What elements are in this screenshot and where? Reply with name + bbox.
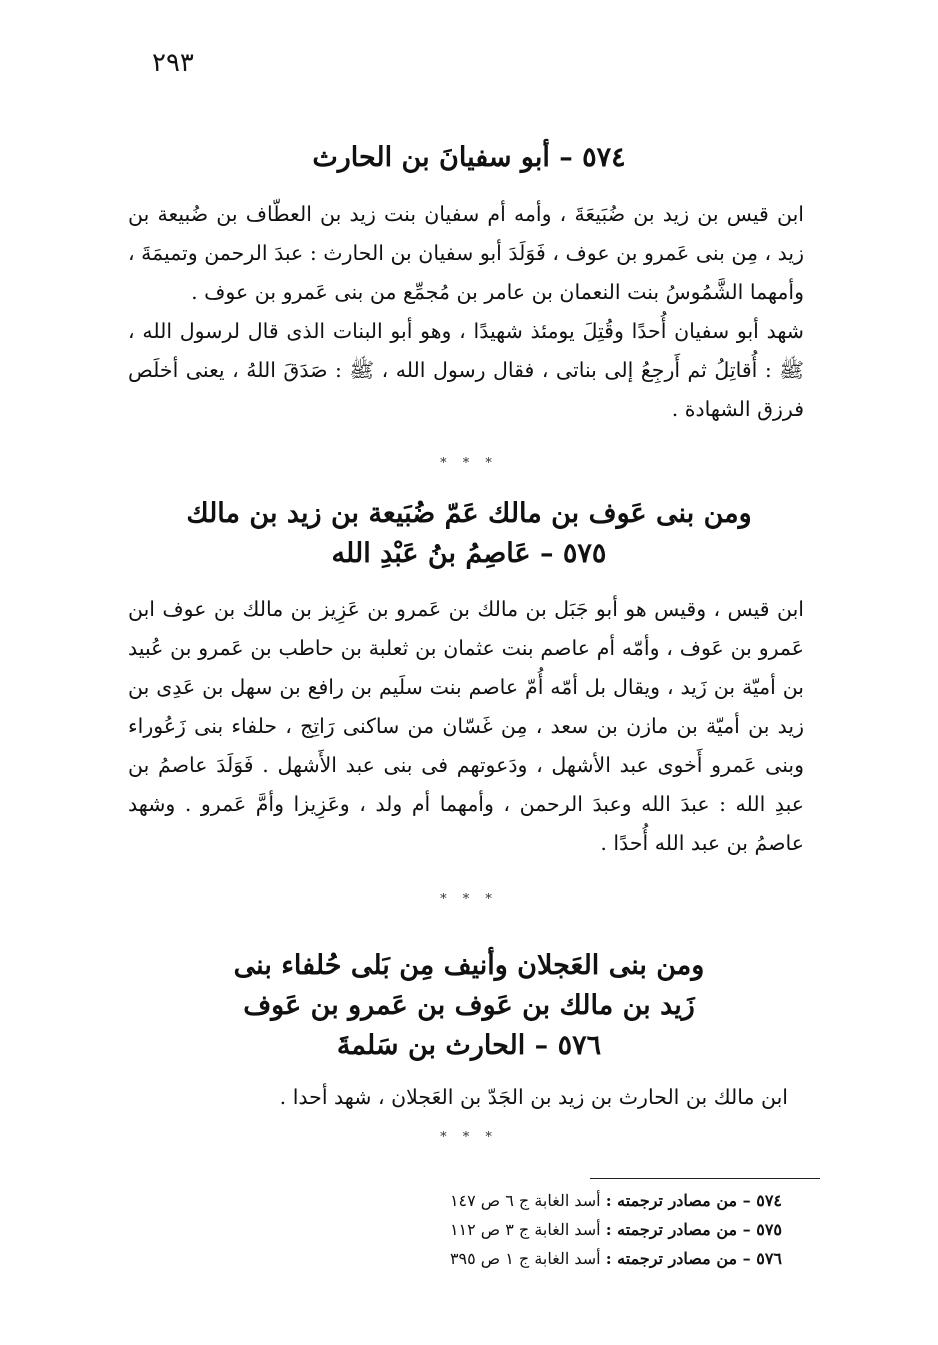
footnote-label: ٥٧٦ – من مصادر ترجمته : bbox=[605, 1249, 782, 1268]
entry-574-heading: ٥٧٤ – أبو سفيانَ بن الحارث bbox=[312, 142, 626, 173]
entry-576-heading-line-1: ومن بنى العَجلان وأنيف مِن بَلى حُلفاء بنى bbox=[233, 950, 705, 981]
footnote-label: ٥٧٤ – من مصادر ترجمته : bbox=[605, 1191, 782, 1210]
entry-575-heading bbox=[120, 494, 818, 574]
footnote-text: أسد الغابة ج ٣ ص ١١٢ bbox=[449, 1220, 601, 1239]
entry-574-paragraph-2: شهد أبو سفيان أُحدًا وقُتِلَ يومئذ شهيدًا ، وهو أبو البنات الذى قال لرسول الله ، ﷺ : أُقاتِلُ ثم أَرجِعُ إلى بناتى ، فقال رسول الله ، ﷺ : صَدَقَ اللهُ ، يعنى أخلَص فرزق الشهادة . bbox=[128, 319, 804, 421]
footnote-text: أسد الغابة ج ١ ص ٣٩٥ bbox=[449, 1249, 601, 1268]
footnote-574 bbox=[302, 1186, 782, 1215]
entry-575-heading-line-1: ومن بنى عَوف بن مالك عَمّ ضُبَيعة بن زيد بن مالك bbox=[186, 498, 752, 529]
section-separator: * * * bbox=[440, 1130, 498, 1145]
entry-576-paragraph: ابن مالك بن الحارث بن زيد بن الجَدّ بن العَجلان ، شهد أحدا . bbox=[279, 1085, 788, 1109]
section-separator: * * * bbox=[440, 456, 498, 471]
footnote-text: أسد الغابة ج ٦ ص ١٤٧ bbox=[449, 1191, 601, 1210]
footnote-575 bbox=[302, 1215, 782, 1244]
entry-575-body bbox=[128, 590, 804, 863]
entry-574-paragraph-1: ابن قيس بن زيد بن ضُبَيعَةَ ، وأمه أم سفيان بنت زيد بن العطّاف بن ضُبيعة بن زيد ، مِن بنى عَمرو بن عوف ، فَوَلَدَ أبو سفيان بن الحارث : عبدَ الرحمن وتميمَةَ ، وأمهما الشَّمُوسُ بنت النعمان بن عامر بن مُجمِّع من بنى عَمرو بن عوف . bbox=[128, 202, 804, 304]
entry-576-body bbox=[128, 1078, 788, 1117]
entry-574-body bbox=[128, 195, 804, 429]
entry-576-heading-line-3: ٥٧٦ – الحارث بن سَلمةَ bbox=[336, 1030, 602, 1061]
entry-576-heading bbox=[120, 946, 818, 1066]
entry-575-heading-line-2: ٥٧٥ – عَاصِمُ بنُ عَبْدِ الله bbox=[331, 538, 607, 569]
footnote-divider bbox=[590, 1178, 820, 1179]
footnote-576 bbox=[302, 1244, 782, 1273]
footnote-label: ٥٧٥ – من مصادر ترجمته : bbox=[605, 1220, 782, 1239]
entry-576-heading-line-2: زَيد بن مالك بن عَوف بن عَمرو بن عَوف bbox=[243, 990, 695, 1021]
footnotes bbox=[302, 1186, 782, 1273]
entry-575-paragraph: ابن قيس ، وقيس هو أبو جَبَل بن مالك بن عَمرو بن عَزِيز بن مالك بن عوف ابن عَمرو بن عَوف ، وأمّه أم عاصم بنت عثمان بن ثعلبة بن حاطب بن عَمرو بن عُبيد بن أميّة بن زَيد ، ويقال بل أمّه أُمّ عاصم بنت سلَيم بن رافع بن سهل بن عَدِى بن زيد بن أميّة بن مازن بن سعد ، مِن غَسّان من ساكنى رَاتِج ، حلفاء بنى زَعُوراء وبنى عَمرو أَخوى عبد الأشهل ، ودَعوتهم فى بنى عبد الأَشهل . فَوَلَدَ عاصمُ بن عبدِ الله : عبدَ الله وعبدَ الرحمن ، وأمهما أم ولد ، وعَزِيزا وأمَّ عَمرو . وشهد عاصمُ بن عبد الله أُحدًا . bbox=[128, 597, 804, 855]
page-number: ٢٩٣ bbox=[152, 48, 194, 78]
section-separator: * * * bbox=[440, 892, 498, 907]
